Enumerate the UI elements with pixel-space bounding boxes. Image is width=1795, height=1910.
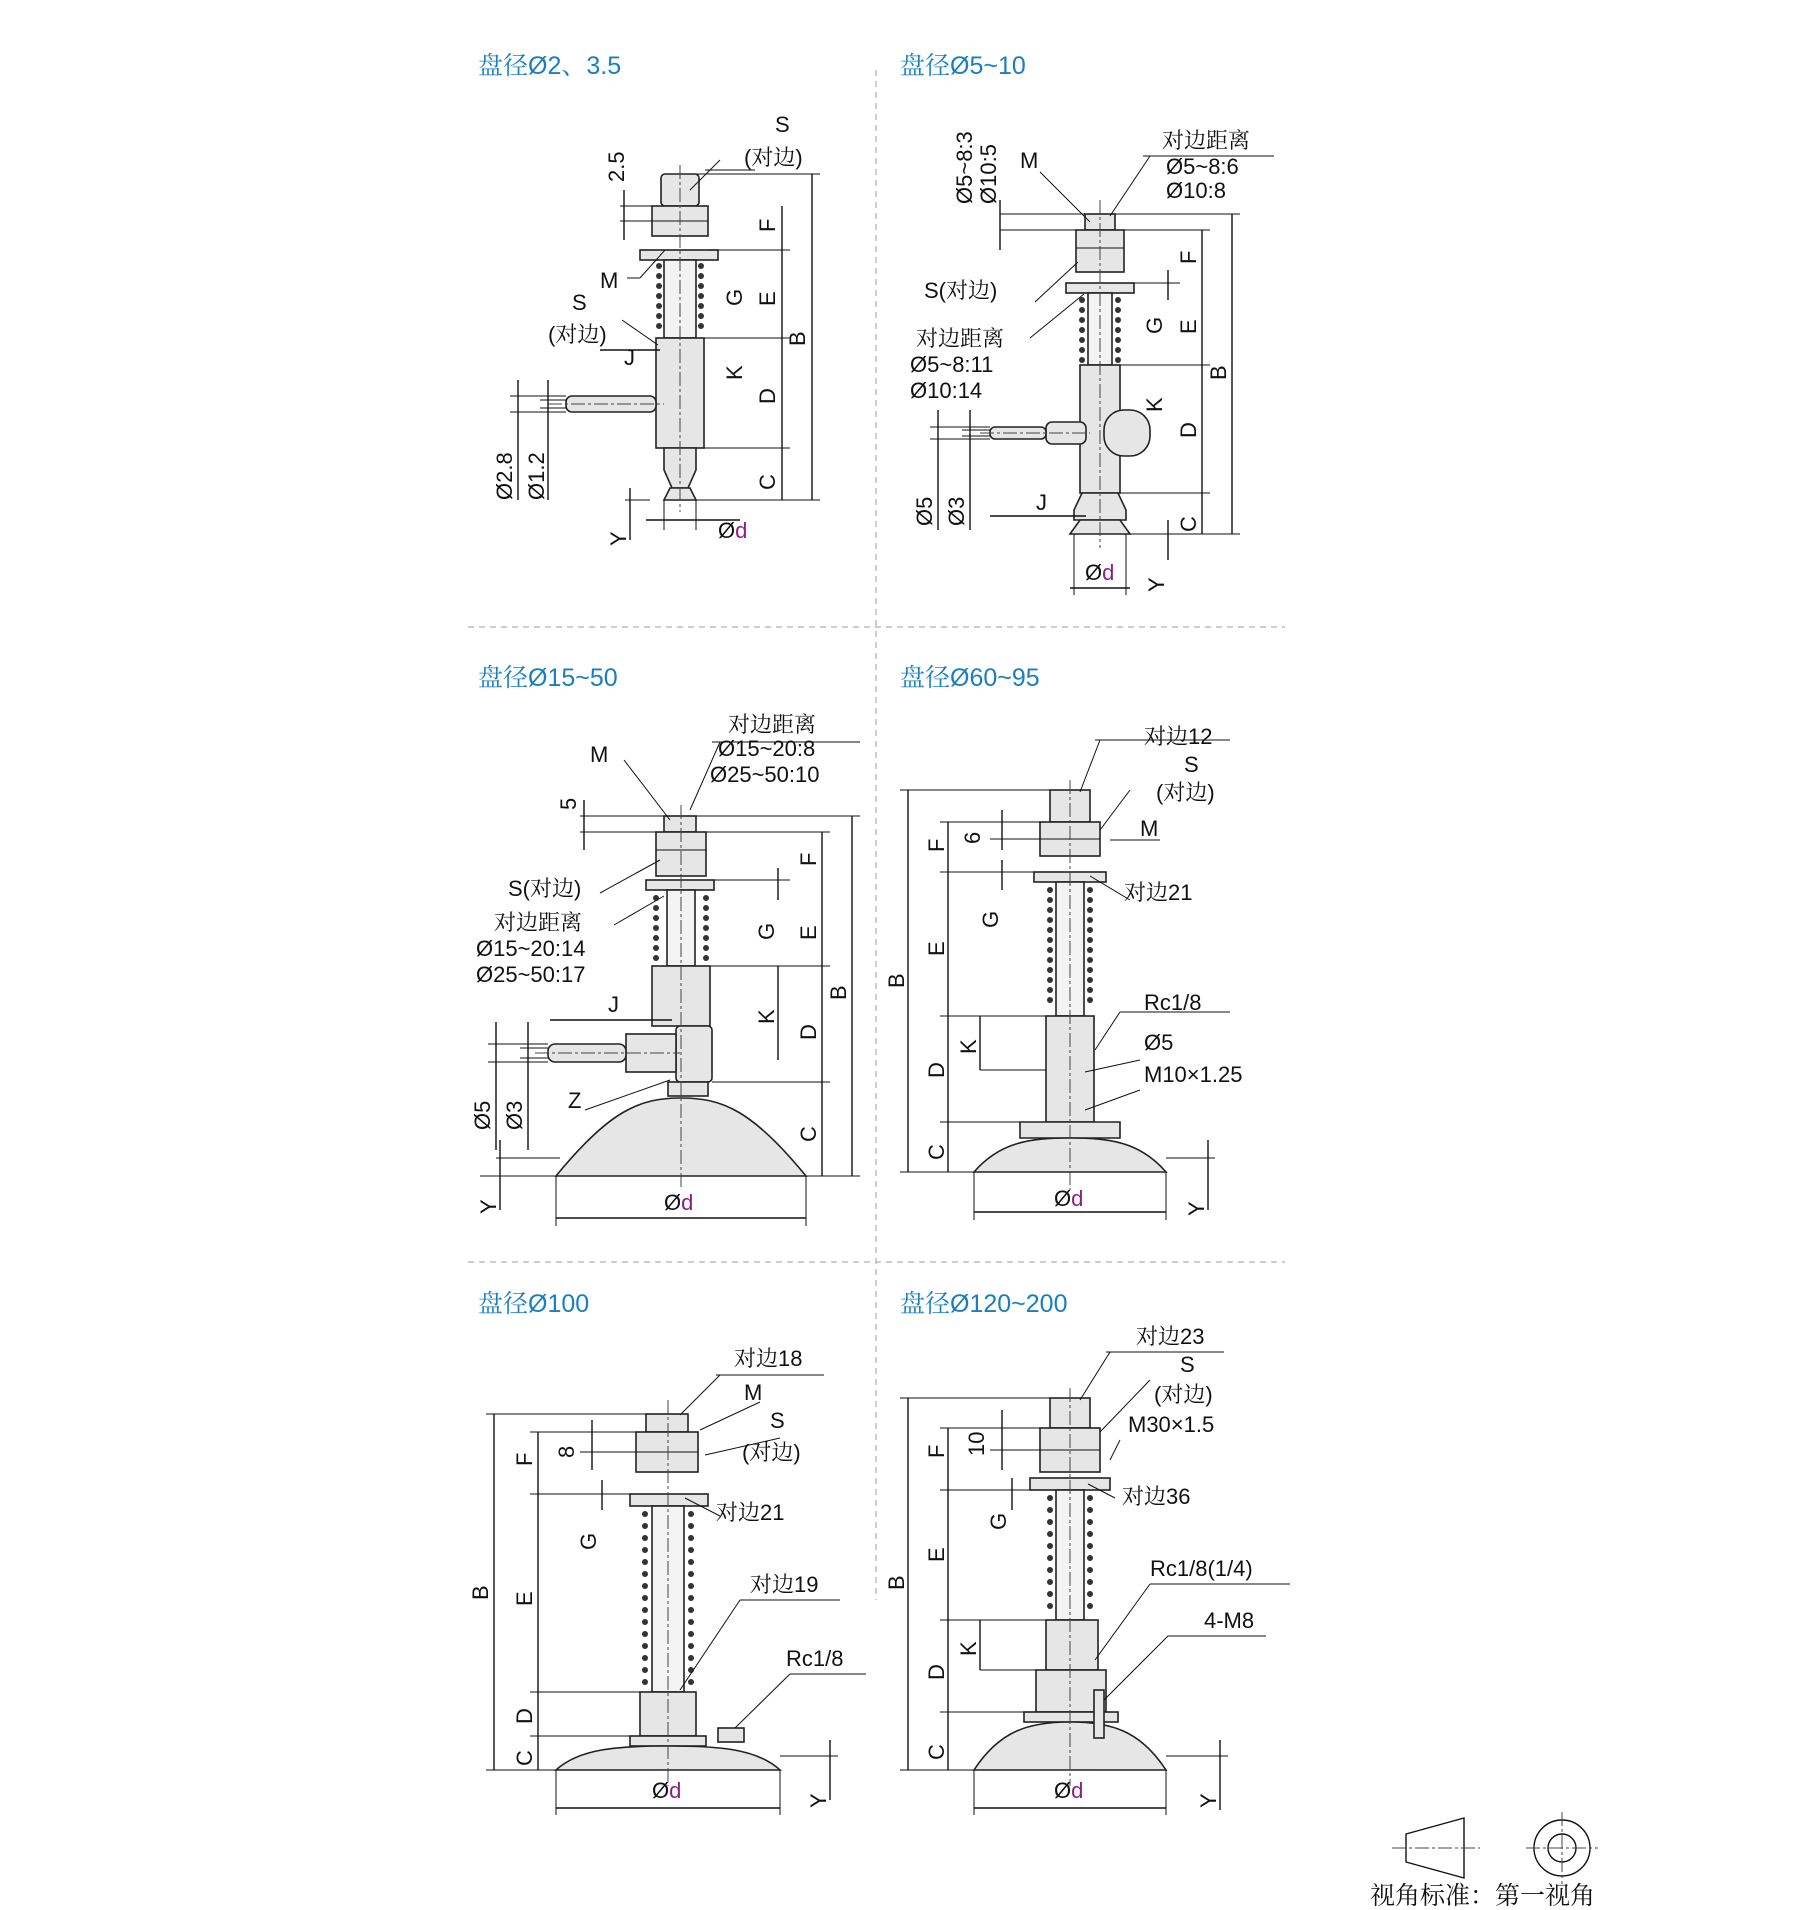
panel-1-title: 盘径Ø2、3.5 — [478, 52, 622, 80]
svg-text:Ød: Ød — [652, 1778, 682, 1803]
svg-text:Ø25~50:17: Ø25~50:17 — [476, 962, 586, 987]
svg-text:Y: Y — [1196, 1793, 1221, 1808]
svg-text:J: J — [608, 992, 619, 1017]
svg-text:Ø5~8:11: Ø5~8:11 — [910, 352, 994, 377]
panel-2-part — [980, 200, 1150, 548]
svg-text:M30×1.5: M30×1.5 — [1128, 1412, 1215, 1437]
svg-text:C: C — [796, 1126, 821, 1142]
svg-text:B: B — [884, 1575, 909, 1590]
panel-3-part — [535, 805, 806, 1190]
svg-text:Ø2.8: Ø2.8 — [492, 452, 517, 500]
svg-text:Ø5: Ø5 — [912, 496, 937, 526]
svg-text:M: M — [1140, 816, 1159, 841]
svg-text:G: G — [1142, 316, 1167, 334]
svg-text:Y: Y — [476, 1199, 501, 1214]
svg-text:S: S — [775, 112, 790, 137]
svg-text:F: F — [1176, 250, 1201, 264]
svg-text:对边12: 对边12 — [1144, 724, 1213, 749]
panel-4-part — [974, 780, 1166, 1190]
svg-text:对边23: 对边23 — [1136, 1324, 1205, 1349]
svg-text:Ø3: Ø3 — [502, 1100, 527, 1130]
panel-3-title: 盘径Ø15~50 — [478, 664, 618, 692]
svg-text:(对边): (对边) — [1154, 1382, 1213, 1407]
svg-text:E: E — [755, 291, 780, 306]
svg-text:J: J — [624, 345, 635, 370]
panel-6 — [884, 1290, 1290, 1815]
svg-text:S: S — [572, 290, 587, 315]
panel-4 — [884, 664, 1242, 1220]
svg-text:对边21: 对边21 — [1124, 880, 1193, 905]
svg-text:S: S — [1184, 752, 1199, 777]
svg-text:(对边): (对边) — [1156, 780, 1215, 805]
svg-text:E: E — [512, 1591, 537, 1606]
svg-text:对边距离: 对边距离 — [728, 712, 817, 737]
svg-text:(对边): (对边) — [744, 145, 803, 170]
svg-text:对边19: 对边19 — [750, 1572, 819, 1597]
svg-text:Ø10:14: Ø10:14 — [910, 378, 983, 403]
svg-text:Rc1/8: Rc1/8 — [786, 1646, 844, 1671]
svg-text:F: F — [924, 1444, 949, 1458]
svg-text:对边距离: 对边距离 — [494, 910, 583, 935]
svg-text:G: G — [986, 1512, 1011, 1530]
svg-text:对边36: 对边36 — [1122, 1484, 1191, 1509]
svg-text:4-M8: 4-M8 — [1204, 1608, 1255, 1633]
svg-text:C: C — [755, 474, 780, 490]
svg-text:M: M — [744, 1380, 763, 1405]
svg-text:G: G — [754, 922, 779, 940]
svg-text:E: E — [1176, 319, 1201, 334]
svg-text:Rc1/8: Rc1/8 — [1144, 990, 1202, 1015]
panel-6-title: 盘径Ø120~200 — [900, 1290, 1068, 1318]
svg-text:对边距离: 对边距离 — [1162, 128, 1251, 153]
svg-text:Ø5~8:3: Ø5~8:3 — [952, 131, 977, 204]
svg-text:Y: Y — [806, 1793, 831, 1808]
svg-text:S(对边): S(对边) — [924, 278, 998, 303]
panel-1-labels — [492, 112, 810, 546]
svg-text:C: C — [512, 1750, 537, 1766]
svg-text:K: K — [956, 1039, 981, 1054]
panel-6-part — [974, 1388, 1166, 1786]
svg-text:B: B — [468, 1585, 493, 1600]
svg-text:J: J — [1036, 490, 1047, 515]
svg-text:Ø15~20:8: Ø15~20:8 — [718, 736, 816, 761]
svg-text:对边距离: 对边距离 — [916, 326, 1005, 351]
svg-text:Ød: Ød — [1054, 1778, 1084, 1803]
svg-text:Ø25~50:10: Ø25~50:10 — [710, 762, 820, 787]
svg-text:D: D — [755, 388, 780, 404]
svg-text:D: D — [924, 1062, 949, 1078]
svg-text:B: B — [1206, 365, 1231, 380]
svg-text:Ø10:8: Ø10:8 — [1166, 178, 1226, 203]
svg-text:S: S — [770, 1408, 785, 1433]
svg-text:Ød: Ød — [718, 518, 748, 543]
svg-text:Ød: Ød — [1054, 1186, 1084, 1211]
svg-text:Ø3: Ø3 — [944, 496, 969, 526]
svg-text:C: C — [924, 1144, 949, 1160]
svg-text:Ø5~8:6: Ø5~8:6 — [1166, 154, 1239, 179]
svg-text:对边18: 对边18 — [734, 1346, 803, 1371]
svg-text:Ø5: Ø5 — [470, 1100, 495, 1130]
view-standard-label: 视角标准：第一视角 — [1370, 1882, 1596, 1910]
svg-text:F: F — [796, 852, 821, 866]
panel-2-title: 盘径Ø5~10 — [900, 52, 1026, 80]
svg-text:D: D — [924, 1664, 949, 1680]
panel-3 — [470, 664, 860, 1226]
svg-text:Ø10:5: Ø10:5 — [976, 144, 1001, 204]
svg-text:(对边): (对边) — [548, 322, 607, 347]
panel-5 — [468, 1290, 866, 1815]
svg-text:E: E — [924, 1547, 949, 1562]
svg-text:C: C — [1176, 516, 1201, 532]
svg-text:Y: Y — [1184, 1201, 1209, 1216]
svg-text:E: E — [924, 941, 949, 956]
svg-text:Ø15~20:14: Ø15~20:14 — [476, 936, 586, 961]
panel-4-title: 盘径Ø60~95 — [900, 664, 1040, 692]
svg-text:F: F — [924, 838, 949, 852]
svg-text:B: B — [826, 985, 851, 1000]
svg-text:Y: Y — [1144, 577, 1169, 592]
svg-text:K: K — [754, 1009, 779, 1024]
svg-text:Ø1.2: Ø1.2 — [524, 452, 549, 500]
panel-5-title: 盘径Ø100 — [478, 1290, 590, 1318]
svg-text:F: F — [755, 218, 780, 232]
svg-text:C: C — [924, 1744, 949, 1760]
svg-text:Rc1/8(1/4): Rc1/8(1/4) — [1150, 1556, 1253, 1581]
svg-text:D: D — [796, 1024, 821, 1040]
svg-text:G: G — [576, 1532, 601, 1550]
svg-text:8: 8 — [554, 1445, 579, 1458]
svg-text:K: K — [722, 365, 747, 380]
svg-text:5: 5 — [556, 797, 581, 810]
svg-text:E: E — [796, 925, 821, 940]
panel-2 — [900, 52, 1274, 595]
svg-text:Ød: Ød — [1085, 560, 1115, 585]
svg-text:D: D — [1176, 422, 1201, 438]
svg-text:G: G — [722, 288, 747, 306]
svg-text:6: 6 — [960, 831, 985, 844]
svg-text:Z: Z — [568, 1088, 582, 1113]
svg-text:Y: Y — [606, 531, 631, 546]
svg-text:S: S — [1180, 1352, 1195, 1377]
panel-1 — [478, 52, 820, 546]
svg-text:对边21: 对边21 — [716, 1500, 785, 1525]
svg-text:10: 10 — [964, 1431, 989, 1456]
svg-text:B: B — [884, 973, 909, 988]
svg-text:(对边): (对边) — [742, 1440, 801, 1465]
svg-text:M: M — [1020, 148, 1039, 173]
svg-text:K: K — [1142, 397, 1167, 412]
svg-text:S(对边): S(对边) — [508, 876, 582, 901]
svg-text:G: G — [978, 910, 1003, 928]
svg-text:D: D — [512, 1708, 537, 1724]
svg-text:Ø5: Ø5 — [1144, 1030, 1174, 1055]
svg-text:B: B — [785, 331, 810, 346]
svg-text:M: M — [600, 268, 619, 293]
svg-text:M: M — [590, 742, 609, 767]
svg-text:F: F — [512, 1452, 537, 1466]
svg-text:K: K — [956, 1641, 981, 1656]
svg-text:Ød: Ød — [664, 1190, 694, 1215]
first-angle-projection-symbol — [1370, 1812, 1598, 1910]
svg-text:M10×1.25: M10×1.25 — [1144, 1062, 1243, 1087]
svg-text:2.5: 2.5 — [604, 151, 629, 182]
